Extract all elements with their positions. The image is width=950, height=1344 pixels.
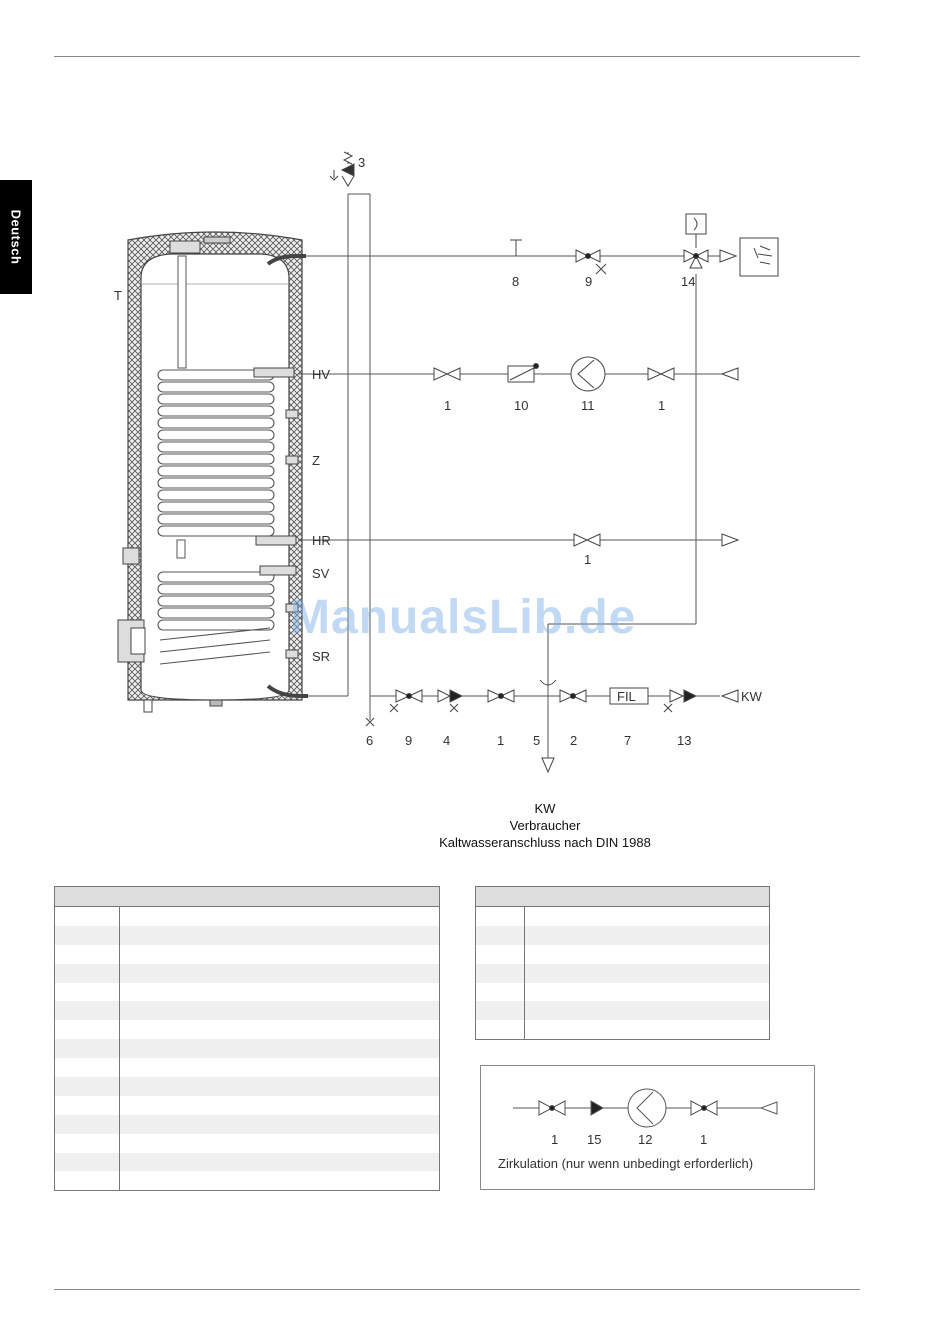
component-1-kw: 1	[497, 733, 505, 748]
tank-label-sr: SR	[312, 649, 331, 664]
tank-label-hv: HV	[312, 367, 331, 382]
table-row	[476, 983, 770, 1002]
zirk-caption: Zirkulation (nur wenn unbedingt erforderlich)	[498, 1156, 754, 1171]
table-row	[476, 926, 770, 945]
shower-outlet	[720, 238, 778, 276]
tank-label-hr: HR	[312, 533, 331, 548]
component-11: 11	[581, 398, 595, 413]
legend-right-header	[476, 887, 770, 907]
tank-foot	[144, 700, 152, 712]
zirk-number-1b: 1	[700, 1132, 708, 1147]
table-row	[55, 1096, 440, 1115]
tank-vessel	[141, 254, 289, 700]
component-10: 10	[514, 398, 529, 413]
table-row	[55, 1134, 440, 1153]
tank-label-z: Z	[312, 453, 320, 468]
component-1-hv-b: 1	[658, 398, 666, 413]
tank-label-sv: SV	[312, 566, 330, 581]
table-row	[55, 1020, 440, 1039]
side-flange-a	[123, 548, 139, 564]
tank-label-t: T	[114, 288, 122, 303]
component-4: 4	[443, 733, 451, 748]
table-row	[476, 945, 770, 964]
legend-table-left	[54, 886, 440, 1191]
language-tab-label: Deutsch	[8, 209, 24, 265]
component-1-hv-a: 1	[444, 398, 452, 413]
watermark: ManualsLib.de	[290, 591, 637, 644]
table-row	[476, 964, 770, 983]
table-row	[55, 1077, 440, 1096]
kw-inlet-label: KW	[741, 689, 762, 704]
zirk-number-12: 12	[638, 1132, 653, 1147]
table-row	[55, 907, 440, 926]
caption-line-3: Kaltwasseranschluss nach DIN 1988	[439, 835, 651, 850]
component-9-bottom: 9	[405, 733, 413, 748]
tank-top-plate	[204, 237, 230, 243]
diagram-caption	[380, 800, 710, 851]
component-9-top: 9	[585, 274, 593, 289]
tank-top-flange	[170, 241, 200, 253]
zirk-number-15: 15	[587, 1132, 602, 1147]
table-row	[55, 1171, 440, 1190]
table-row	[55, 983, 440, 1002]
legend-table-right	[475, 886, 770, 1040]
storage-tank	[118, 232, 308, 712]
legend-left-header	[55, 887, 440, 907]
component-14: 14	[681, 274, 696, 289]
table-row	[55, 1058, 440, 1077]
component-5: 5	[533, 733, 541, 748]
component-3: 3	[358, 155, 366, 170]
caption-line-1: KW	[534, 801, 556, 816]
table-row	[476, 907, 770, 926]
table-row	[55, 1115, 440, 1134]
mixing-valve-14	[684, 214, 708, 268]
vent-8	[510, 240, 522, 256]
component-13: 13	[677, 733, 692, 748]
tank-drain	[210, 700, 222, 706]
table-row	[55, 964, 440, 983]
component-2: 2	[570, 733, 578, 748]
caption-line-2: Verbraucher	[509, 818, 581, 833]
table-row	[55, 1039, 440, 1058]
table-row	[55, 1001, 440, 1020]
filter-label: FIL	[617, 689, 636, 704]
valve-9-top	[576, 250, 606, 274]
zirkulation-box	[480, 1065, 815, 1190]
piping	[298, 194, 722, 758]
zirkulation-diagram	[481, 1066, 814, 1189]
kw-line-components	[366, 680, 738, 772]
component-1-hr: 1	[584, 552, 592, 567]
table-row	[55, 945, 440, 964]
table-row	[55, 926, 440, 945]
component-8: 8	[512, 274, 520, 289]
zirk-number-1a: 1	[551, 1132, 559, 1147]
table-row	[476, 1020, 770, 1039]
table-row	[476, 1001, 770, 1020]
sensor-tube	[177, 540, 185, 558]
component-6: 6	[366, 733, 374, 748]
table-row	[55, 1153, 440, 1172]
anode-rod	[178, 256, 186, 368]
safety-valve	[330, 152, 354, 186]
component-7: 7	[624, 733, 632, 748]
